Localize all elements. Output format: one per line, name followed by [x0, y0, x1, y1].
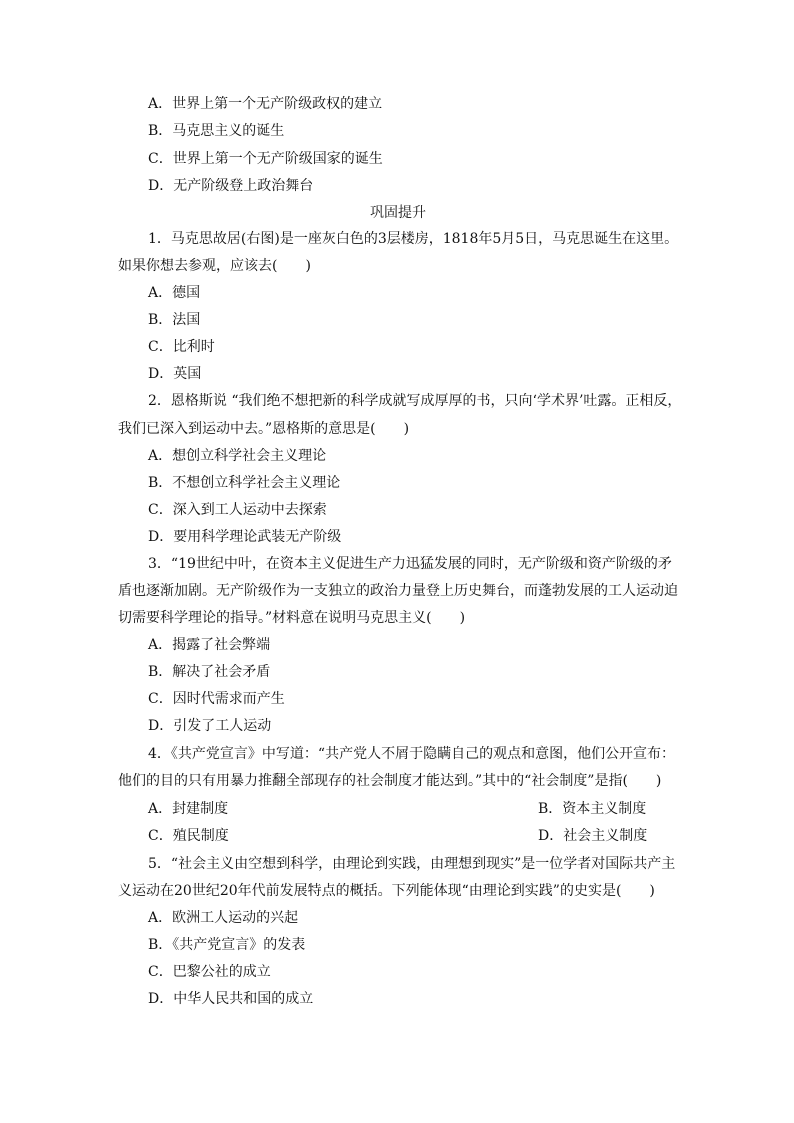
question-3-option-b: B．解决了社会矛盾 [148, 664, 271, 680]
prev-option-d: D．无产阶级登上政治舞台 [148, 178, 314, 194]
question-5-line-2: 义运动在20世纪20年代前发展特点的概括。下列能体现“由理论到实践”的史实是( ) [118, 883, 655, 899]
question-2-line-1: 2．恩格斯说 “我们绝不想把新的科学成就写成厚厚的书，只向‘学术界’吐露。正相反， [148, 393, 682, 409]
question-2-option-c: C．深入到工人运动中去探索 [148, 502, 327, 518]
question-3-line-1: 3．“19世纪中叶，在资本主义促进生产力迅猛发展的同时，无产阶级和资产阶级的矛 [148, 556, 672, 572]
question-4-line-1: 4．《共产党宣言》中写道：“共产党人不屑于隐瞒自己的观点和意图，他们公开宣布： [148, 746, 676, 762]
question-5-option-a: A．欧洲工人运动的兴起 [148, 910, 299, 926]
question-1-option-a: A．德国 [148, 285, 201, 301]
question-1-line-1: 1．马克思故居(右图)是一座灰白色的3层楼房，1818年5月5日，马克思诞生在这里。 [148, 231, 679, 247]
question-5-option-d: D．中华人民共和国的成立 [148, 991, 314, 1007]
question-1-line-2: 如果你想去参观，应该去( ) [118, 258, 311, 274]
question-4-line-2: 他们的目的只有用暴力推翻全部现存的社会制度才能达到。”其中的“社会制度”是指( ) [118, 773, 662, 789]
question-5-line-1: 5．“社会主义由空想到科学，由理论到实践，由理想到现实”是一位学者对国际共产主 [148, 856, 676, 872]
question-5-option-b: B．《共产党宣言》的发表 [148, 937, 306, 953]
question-5-option-c: C．巴黎公社的成立 [148, 964, 271, 980]
question-2-option-b: B．不想创立科学社会主义理论 [148, 475, 341, 491]
question-4-option-a: A．封建制度 [148, 801, 229, 817]
section-title: 巩固提升 [370, 205, 426, 221]
question-4-option-b: B．资本主义制度 [538, 801, 647, 817]
question-3-option-a: A．揭露了社会弊端 [148, 637, 271, 653]
question-3-line-2: 盾也逐渐加剧。无产阶级作为一支独立的政治力量登上历史舞台，而蓬勃发展的工人运动迫 [118, 583, 678, 599]
question-1-option-c: C．比利时 [148, 339, 215, 355]
question-3-line-3: 切需要科学理论的指导。”材料意在说明马克思主义( ) [118, 610, 466, 626]
question-4-option-c: C．殖民制度 [148, 828, 229, 844]
prev-option-a: A．世界上第一个无产阶级政权的建立 [148, 96, 383, 112]
question-1-option-b: B．法国 [148, 312, 201, 328]
question-2-option-d: D．要用科学理论武装无产阶级 [148, 529, 342, 545]
question-3-option-d: D．引发了工人运动 [148, 718, 272, 734]
question-4-option-d: D．社会主义制度 [538, 828, 648, 844]
prev-option-c: C．世界上第一个无产阶级国家的诞生 [148, 151, 383, 167]
question-1-option-d: D．英国 [148, 366, 202, 382]
question-2-option-a: A．想创立科学社会主义理论 [148, 448, 327, 464]
question-2-line-2: 我们已深入到运动中去。”恩格斯的意思是( ) [118, 421, 410, 437]
question-3-option-c: C．因时代需求而产生 [148, 691, 285, 707]
prev-option-b: B．马克思主义的诞生 [148, 123, 285, 139]
